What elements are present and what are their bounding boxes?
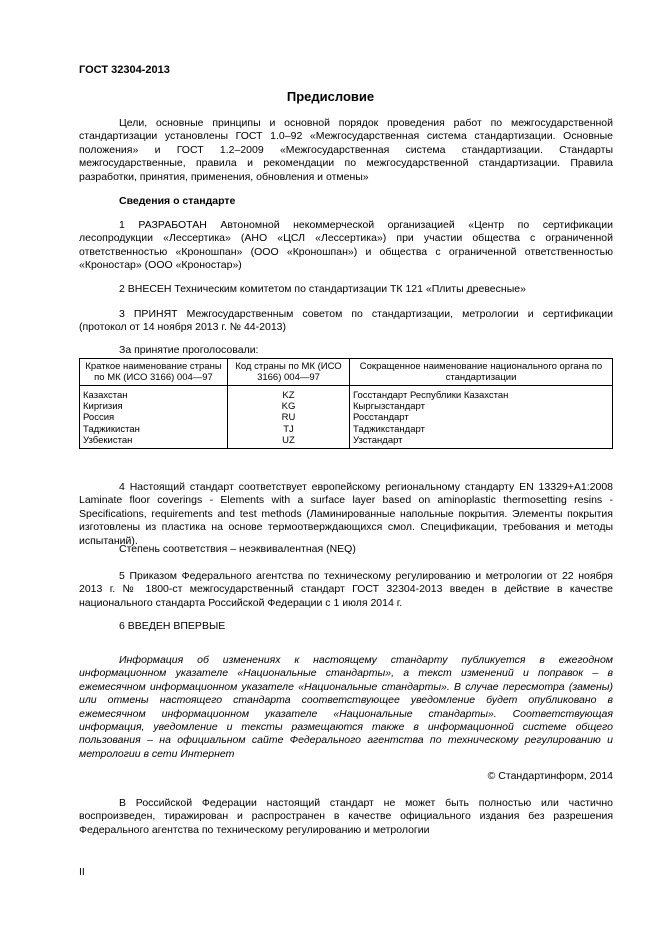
body-cell: Узстандарт [350, 435, 613, 449]
item-5-paragraph: 5 Приказом Федерального агентства по техническому регулированию и метрологии от 22 ноября 2013 г. № 1800-ст межгосударственный стандарт ГОСТ 32304-2013 введен в действие в качестве национального стандарта Российской Федерации с 1 июля 2014 г. [79, 570, 613, 609]
info-paragraph: Информация об изменениях к настоящему стандарту публикуется в ежегодном информационном указателе «Национальные стандарты», а текст изменений и поправок – в ежемесячном информационном указателе «Национальные стандарты». В случае пересмотра (замены) или отмены настоящего стандарта соответствующее уведомление будет опубликовано в ежемесячном информационном указателе «Национальные стандарты». Соответствующая информация, уведомление и тексты размещаются также в информационной системе общего пользования – на официальном сайте Федерального агентства по техническому регулированию и метрологии в сети Интернет [79, 654, 613, 760]
table-row [80, 435, 613, 449]
document-code: ГОСТ 32304-2013 [79, 64, 170, 76]
table-row [80, 412, 613, 423]
body-cell: Таджикстандарт [350, 424, 613, 435]
item-4-paragraph: 4 Настоящий стандарт соответствует европейскому региональному стандарту EN 13329+A1:2008 Laminate floor coverings - Elements with a surface layer based on aminoplastic thermosetting resins - Specifications, requirements and test methods (Ламинированные напольные покрытия. Элементы покрытия изготовлены из пластика на основе термоотверждающихся смол. Спецификации, требования и методы испытаний). [79, 481, 613, 547]
column-header-body: Сокращенное наименование национального органа по стандартизации [350, 359, 613, 386]
country-cell: Таджикистан [80, 424, 228, 435]
table-row [80, 386, 613, 402]
country-cell: Узбекистан [80, 435, 228, 449]
code-cell: UZ [228, 435, 350, 449]
country-cell: Киргизия [80, 401, 228, 412]
item-2-paragraph: 2 ВНЕСЕН Техническим комитетом по стандартизации ТК 121 «Плиты древесные» [119, 283, 526, 295]
item-6-paragraph: 6 ВВЕДЕН ВПЕРВЫЕ [119, 620, 226, 632]
notice-paragraph: В Российской Федерации настоящий стандарт не может быть полностью или частично воспроизведен, тиражирован и распространен в качестве официального издания без разрешения Федерального агентства по техническому регулированию и метрологии [79, 797, 613, 836]
body-cell: Госстандарт Республики Казахстан [350, 386, 613, 402]
code-cell: TJ [228, 424, 350, 435]
country-cell: Россия [80, 412, 228, 423]
table-header-row [80, 359, 613, 386]
vote-label: За принятие проголосовали: [119, 344, 259, 356]
column-header-code: Код страны по МК (ИСО 3166) 004—97 [228, 359, 350, 386]
item-4-degree: Степень соответствия – неэквивалентная (NEQ) [119, 543, 356, 555]
code-cell: KZ [228, 386, 350, 402]
item-1-paragraph: 1 РАЗРАБОТАН Автономной некоммерческой организацией «Центр по сертификации лесопродукции «Лессертика» (АНО «ЦСЛ «Лессертика») при участии общества с ограниченной ответственностью «Кроношпан» (ООО «Кроношпан») и общества с ограниченной ответственностью «Кроностар» (ООО «Кроностар») [79, 219, 613, 272]
intro-paragraph: Цели, основные принципы и основной порядок проведения работ по межгосударственной стандартизации установлены ГОСТ 1.0–92 «Межгосударственная система стандартизации. Основные положения» и ГОСТ 1.2–2009 «Межгосударственная система стандартизации. Стандарты межгосударственные, правила и рекомендации по межгосударственной стандартизации. Правила разработки, принятия, применения, обновления и отмены» [79, 117, 613, 183]
copyright: © Стандартинформ, 2014 [487, 770, 613, 782]
code-cell: KG [228, 401, 350, 412]
code-cell: RU [228, 412, 350, 423]
page-number: II [79, 866, 85, 878]
item-3-paragraph: 3 ПРИНЯТ Межгосударственным советом по стандартизации, метрологии и сертификации (протокол от 14 ноября 2013 г. № 44-2013) [79, 308, 613, 334]
body-cell: Росстандарт [350, 412, 613, 423]
section-title: Сведения о стандарте [119, 195, 236, 207]
country-cell: Казахстан [80, 386, 228, 402]
body-cell: Кыргызстандарт [350, 401, 613, 412]
table-row [80, 424, 613, 435]
voting-table [79, 358, 613, 449]
table-row [80, 401, 613, 412]
page-title: Предисловие [286, 89, 375, 104]
column-header-country: Краткое наименование страны по МК (ИСО 3166) 004—97 [80, 359, 228, 386]
